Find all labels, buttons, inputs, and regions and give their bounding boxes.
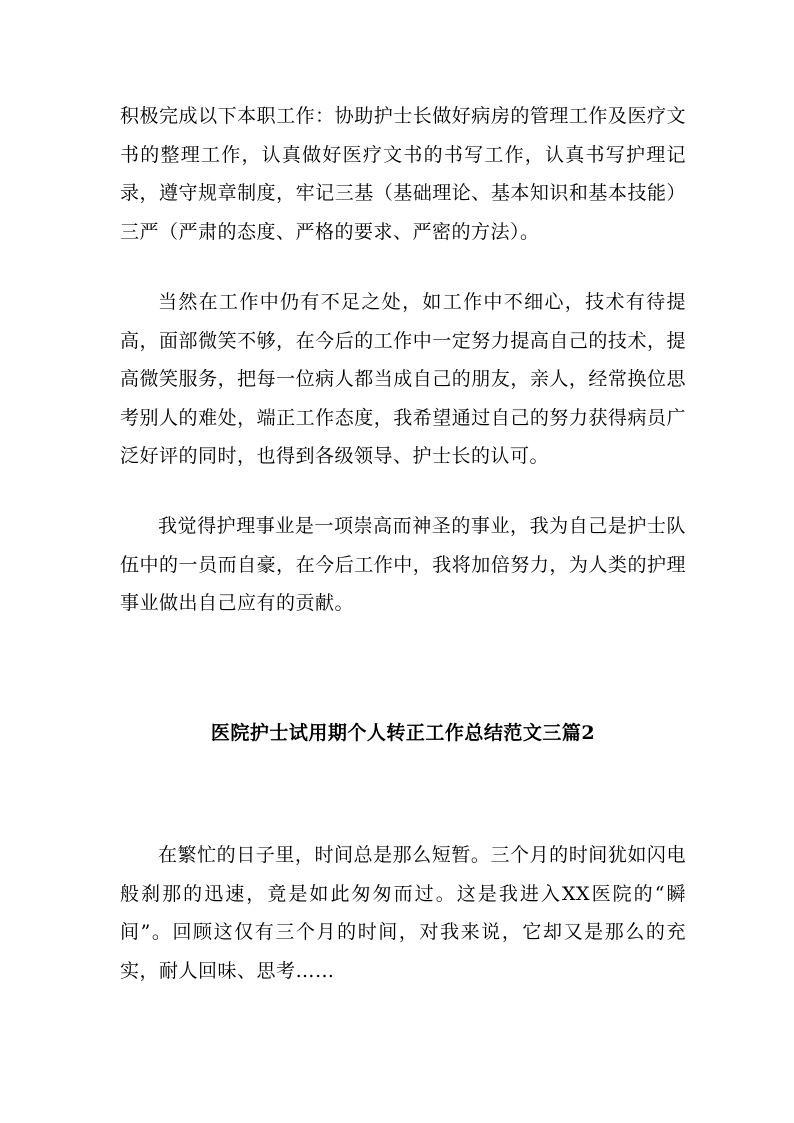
section-heading: 医院护士试用期个人转正工作总结范文三篇2 [210, 722, 596, 744]
body-paragraph-shortcomings: 当然在工作中仍有不足之处，如工作中不细心，技术有待提高，面部微笑不够，在今后的工作中一定努力提高自己的技术，提高微笑服务，把每一位病人都当成自己的朋友，亲人，经常换位思考别人的难处，端正工作态度，我希望通过自己的努力获得病员广泛好评的同时，也得到各级领导、护士长的认可。 [120, 291, 686, 467]
body-paragraph-commitment: 我觉得护理事业是一项崇高而神圣的事业，我为自己是护士队伍中的一员而自豪，在今后工作中，我将加倍努力，为人类的护理事业做出自己应有的贡献。 [120, 515, 686, 614]
body-paragraph-intro: 在繁忙的日子里，时间总是那么短暂。三个月的时间犹如闪电般刹那的迅速，竟是如此匆匆而过。这是我进入XX医院的“瞬间”。回顾这仅有三个月的时间，对我来说，它却又是那么的充实，耐人回味、思考…… [120, 844, 686, 982]
body-paragraph-duties: 积极完成以下本职工作：协助护士长做好病房的管理工作及医疗文书的整理工作，认真做好医疗文书的书写工作，认真书写护理记录，遵守规章制度，牢记三基（基础理论、基本知识和基本技能）三严（严肃的态度、严格的要求、严密的方法）。 [120, 105, 686, 243]
